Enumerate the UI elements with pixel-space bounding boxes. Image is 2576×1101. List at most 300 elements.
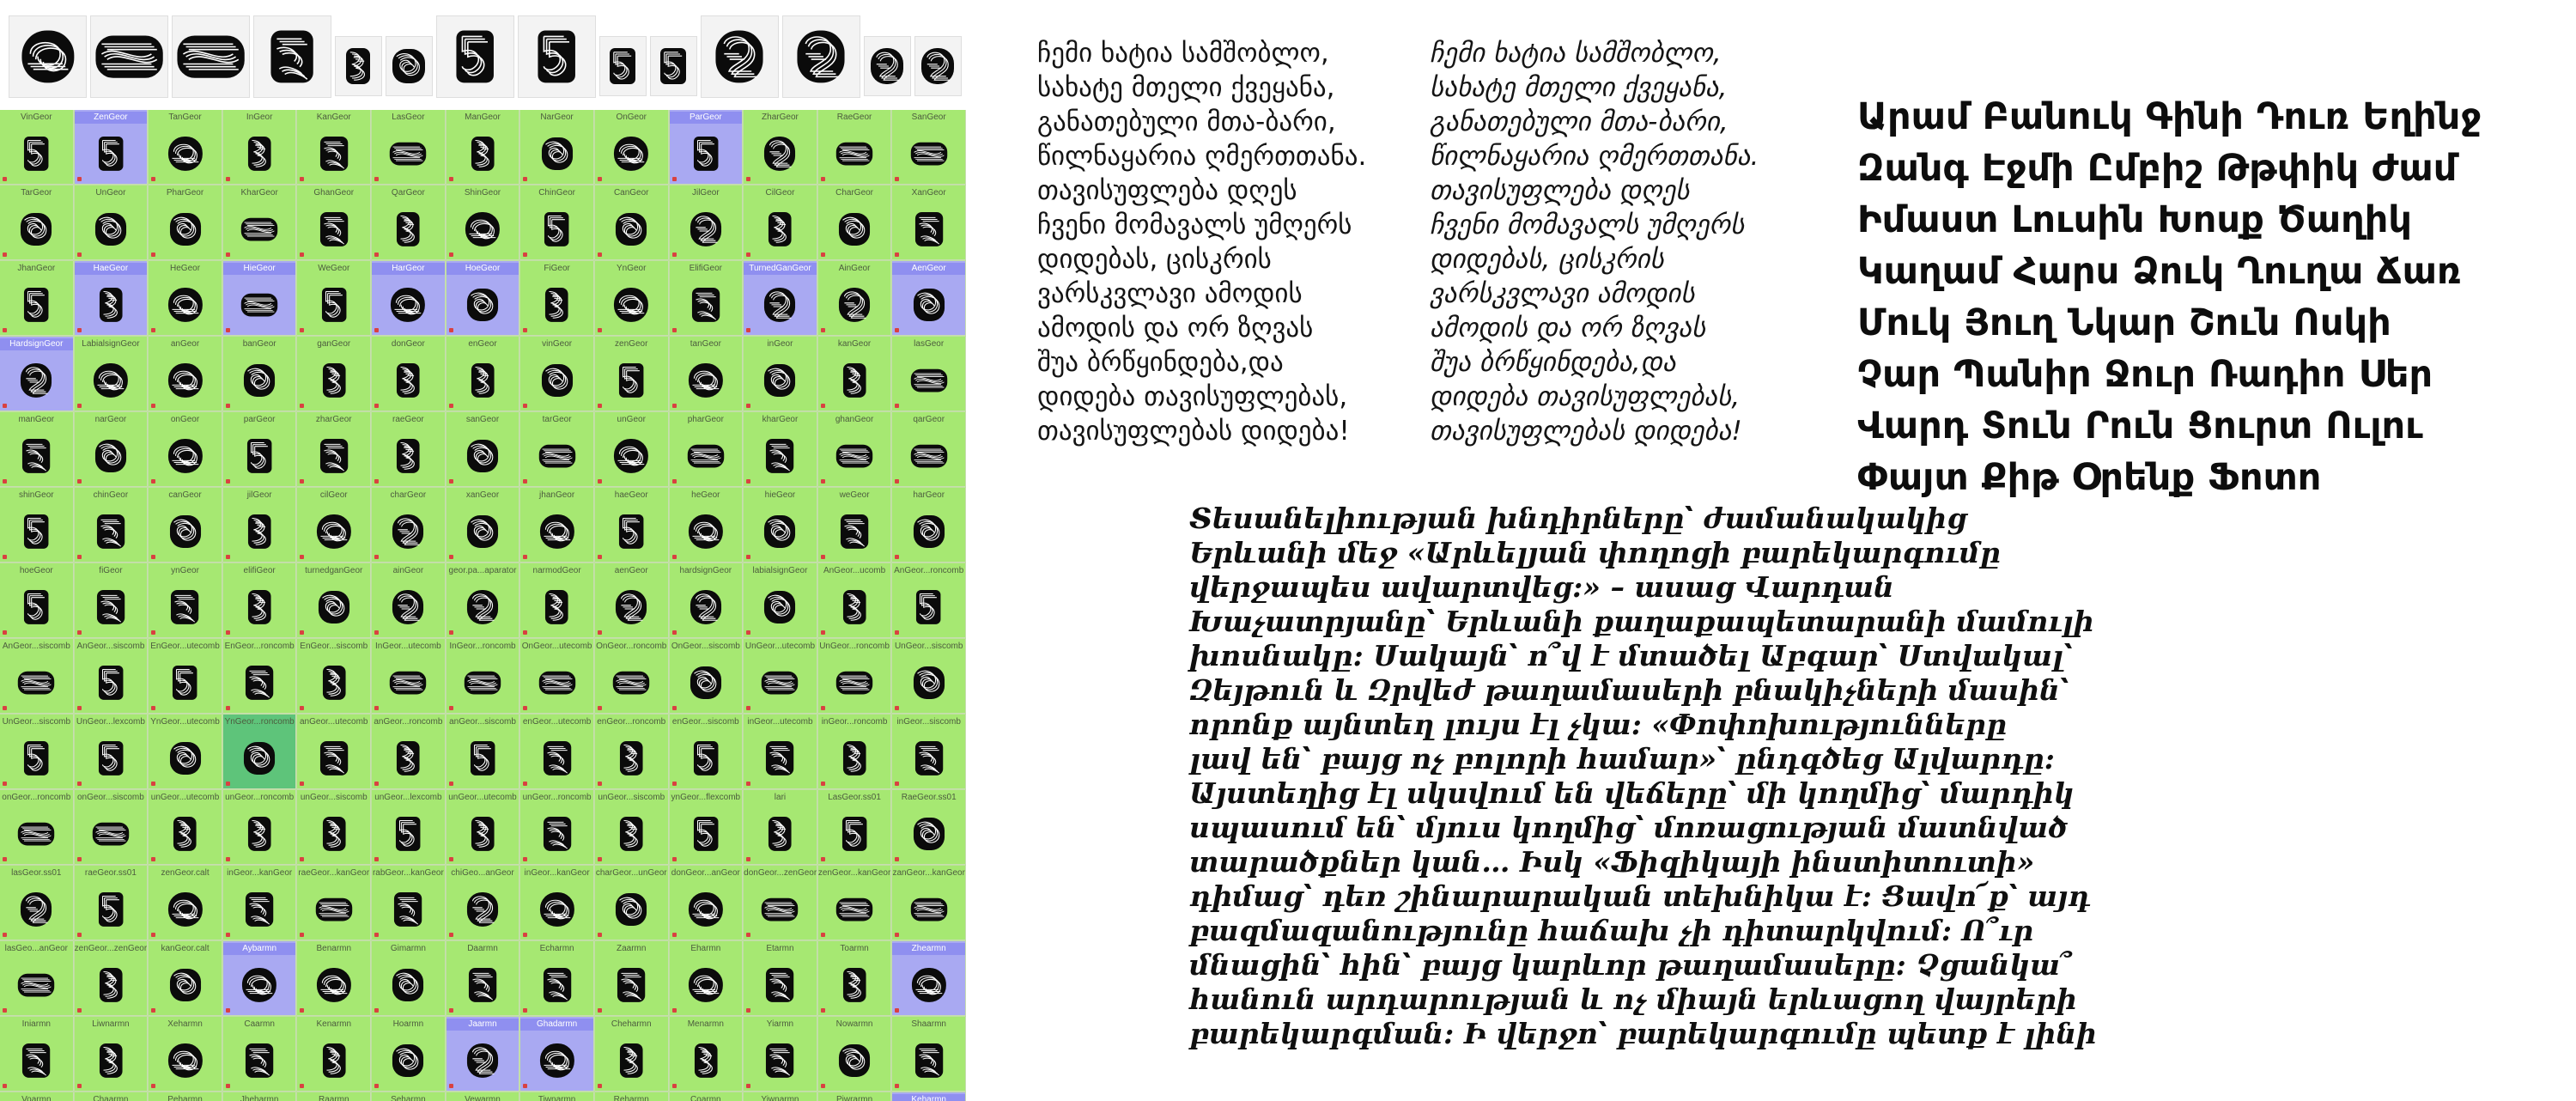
status-marker xyxy=(77,933,82,937)
glyph-icon xyxy=(94,439,127,473)
glyph-cell[interactable] xyxy=(520,186,594,260)
glyph-cell[interactable] xyxy=(297,1017,371,1092)
glyph-icon xyxy=(544,211,569,247)
glyph-name-label: tanGeor xyxy=(690,339,721,349)
glyph-cell[interactable] xyxy=(223,1092,297,1101)
glyph-preview xyxy=(910,890,948,929)
status-marker xyxy=(895,555,899,559)
glyph-cell[interactable] xyxy=(595,1017,669,1092)
glyph-cell[interactable] xyxy=(520,488,594,563)
glyph-cell[interactable] xyxy=(818,337,892,411)
status-marker xyxy=(151,706,155,710)
glyph-cell[interactable] xyxy=(447,639,520,714)
glyph-preview xyxy=(910,814,948,854)
glyph-name-label: unGeor...lexcomb xyxy=(374,793,442,802)
glyph-preview xyxy=(315,1041,353,1080)
glyph-cell[interactable] xyxy=(297,790,371,865)
glyph-preview xyxy=(910,361,948,400)
glyph-cell[interactable] xyxy=(149,261,222,336)
glyph-name-label: kanGeor.calt xyxy=(161,944,210,953)
glyph-icon xyxy=(539,514,575,550)
glyph-name-label: unGeor...utecomb xyxy=(150,793,220,802)
glyph-cell[interactable] xyxy=(744,866,817,940)
glyph-cell[interactable] xyxy=(520,941,594,1016)
glyph-cell[interactable] xyxy=(744,412,817,487)
glyph-cell[interactable] xyxy=(892,563,966,638)
glyph-cell[interactable] xyxy=(447,110,520,185)
glyph-cell[interactable] xyxy=(670,412,744,487)
glyph-cell[interactable] xyxy=(372,110,446,185)
glyph-cell[interactable] xyxy=(75,186,149,260)
glyph-icon xyxy=(618,362,644,398)
glyph-cell[interactable] xyxy=(223,110,297,185)
glyph-cell[interactable] xyxy=(149,488,222,563)
glyph-cell[interactable] xyxy=(670,715,744,789)
glyph-cell[interactable] xyxy=(595,337,669,411)
glyph-cell[interactable] xyxy=(744,941,817,1016)
glyph-name-label: CanGeor xyxy=(613,188,649,198)
glyph-cell[interactable] xyxy=(744,1017,817,1092)
glyph-cell[interactable] xyxy=(223,186,297,260)
glyph-cell[interactable] xyxy=(818,1092,892,1101)
glyph-cell[interactable] xyxy=(520,110,594,185)
glyph-name-label: Piwrarmn xyxy=(835,1095,873,1101)
glyph-cell[interactable] xyxy=(670,261,744,336)
glyph-cell[interactable] xyxy=(149,1017,222,1092)
glyph-name-label: labialsignGeor xyxy=(752,566,808,575)
glyph-cell[interactable] xyxy=(595,412,669,487)
glyph-cell[interactable] xyxy=(744,261,817,336)
glyph-preview xyxy=(17,814,55,854)
glyph-name-label: Hoarmn xyxy=(392,1019,424,1029)
glyph-preview xyxy=(240,361,278,400)
glyph-cell[interactable] xyxy=(595,1092,669,1101)
glyph-cell[interactable] xyxy=(0,110,74,185)
glyph-preview xyxy=(464,663,501,703)
glyph-name-label: vinGeor xyxy=(542,339,573,349)
glyph-icon xyxy=(92,819,130,849)
glyph-preview xyxy=(167,436,204,476)
glyph-cell[interactable] xyxy=(670,866,744,940)
glyph-preview xyxy=(17,1041,55,1080)
glyph-cell[interactable] xyxy=(595,715,669,789)
glyph-cell[interactable] xyxy=(297,110,371,185)
glyph-preview xyxy=(761,663,799,703)
glyph-cell[interactable] xyxy=(744,639,817,714)
glyph-cell[interactable] xyxy=(818,563,892,638)
glyph-cell[interactable] xyxy=(892,337,966,411)
glyph-name-label: charGeor xyxy=(390,490,427,500)
glyph-cell[interactable] xyxy=(297,1092,371,1101)
glyph-name-label: Gimarmn xyxy=(390,944,426,953)
glyph-preview xyxy=(835,587,873,627)
glyph-name-label: kanGeor xyxy=(837,339,872,349)
glyph-name-label: shinGeor xyxy=(19,490,54,500)
glyph-icon xyxy=(471,136,495,172)
glyph-preview xyxy=(538,814,576,854)
glyph-cell[interactable] xyxy=(149,790,222,865)
glyph-cell[interactable] xyxy=(372,563,446,638)
glyph-cell[interactable] xyxy=(892,941,966,1016)
glyph-cell[interactable] xyxy=(818,866,892,940)
glyph-icon xyxy=(389,668,427,697)
glyph-cell[interactable] xyxy=(744,1092,817,1101)
glyph-cell[interactable] xyxy=(223,639,297,714)
glyph-preview xyxy=(92,814,130,854)
glyph-cell[interactable] xyxy=(520,715,594,789)
glyph-preview xyxy=(761,965,799,1005)
glyph-cell[interactable] xyxy=(892,866,966,940)
glyph-cell[interactable] xyxy=(75,261,149,336)
glyph-cell[interactable] xyxy=(595,186,669,260)
glyph-cell[interactable] xyxy=(744,563,817,638)
glyph-cell[interactable] xyxy=(520,639,594,714)
glyph-name-label: HoeGeor xyxy=(447,263,519,275)
glyph-cell[interactable] xyxy=(818,790,892,865)
glyph-cell[interactable] xyxy=(0,488,74,563)
glyph-cell[interactable] xyxy=(520,1017,594,1092)
glyph-cell[interactable] xyxy=(372,412,446,487)
preview-glyph-icon xyxy=(537,29,576,84)
glyph-cell[interactable] xyxy=(892,639,966,714)
glyph-cell[interactable] xyxy=(223,1017,297,1092)
glyph-cell[interactable] xyxy=(372,488,446,563)
glyph-cell[interactable] xyxy=(0,563,74,638)
status-marker xyxy=(821,404,825,408)
glyph-cell[interactable] xyxy=(447,715,520,789)
glyph-icon xyxy=(615,892,647,927)
glyph-icon xyxy=(619,740,644,776)
glyph-cell[interactable] xyxy=(75,337,149,411)
glyph-cell[interactable] xyxy=(372,941,446,1016)
glyph-cell[interactable] xyxy=(149,941,222,1016)
glyph-name-label: heGeor xyxy=(691,490,720,500)
glyph-cell[interactable] xyxy=(818,186,892,260)
glyph-cell[interactable] xyxy=(670,337,744,411)
glyph-cell[interactable] xyxy=(818,261,892,336)
glyph-cell[interactable] xyxy=(595,639,669,714)
glyph-icon xyxy=(910,441,948,471)
glyph-name-label: UnGeor...utecomb xyxy=(744,642,816,651)
glyph-cell[interactable] xyxy=(447,488,520,563)
glyph-cell[interactable] xyxy=(744,790,817,865)
glyph-cell[interactable] xyxy=(595,941,669,1016)
glyph-preview xyxy=(167,134,204,173)
glyph-cell[interactable] xyxy=(595,563,669,638)
glyph-cell[interactable] xyxy=(149,1092,222,1101)
glyph-preview xyxy=(687,1041,725,1080)
glyph-icon xyxy=(390,287,426,323)
glyph-cell[interactable] xyxy=(0,639,74,714)
glyph-cell[interactable] xyxy=(520,1092,594,1101)
glyph-cell[interactable] xyxy=(75,790,149,865)
glyph-cell[interactable] xyxy=(0,261,74,336)
glyph-cell[interactable] xyxy=(297,563,371,638)
status-marker xyxy=(449,1008,453,1013)
glyph-cell[interactable] xyxy=(372,866,446,940)
glyph-cell[interactable] xyxy=(372,1092,446,1101)
status-marker xyxy=(374,555,379,559)
glyph-cell[interactable] xyxy=(149,639,222,714)
glyph-cell[interactable] xyxy=(149,715,222,789)
glyph-icon xyxy=(838,212,871,246)
glyph-name-label: lasGeor xyxy=(914,339,945,349)
glyph-name-label: inGeor...kanGeor xyxy=(524,868,590,878)
status-marker xyxy=(151,555,155,559)
glyph-cell[interactable] xyxy=(297,715,371,789)
glyph-cell[interactable] xyxy=(744,110,817,185)
glyph-cell[interactable] xyxy=(744,186,817,260)
glyph-cell[interactable] xyxy=(520,261,594,336)
glyph-cell[interactable] xyxy=(0,790,74,865)
glyph-cell[interactable] xyxy=(818,1017,892,1092)
glyph-cell[interactable] xyxy=(892,412,966,487)
glyph-cell[interactable] xyxy=(744,488,817,563)
glyph-cell[interactable] xyxy=(75,941,149,1016)
glyph-name-label: GhanGeor xyxy=(313,188,355,198)
glyph-preview xyxy=(240,210,278,249)
glyph-cell[interactable] xyxy=(297,941,371,1016)
glyph-cell[interactable] xyxy=(0,337,74,411)
glyph-preview xyxy=(761,436,799,476)
glyph-name-label: SanGeor xyxy=(911,113,946,122)
glyph-cell[interactable] xyxy=(818,412,892,487)
glyph-name-label: AnGeor...siscomb xyxy=(2,642,70,651)
glyph-cell[interactable] xyxy=(75,866,149,940)
glyph-name-label: lasGeo...anGeor xyxy=(4,944,68,953)
glyph-cell[interactable] xyxy=(149,563,222,638)
glyph-icon xyxy=(392,514,424,550)
status-marker xyxy=(746,555,750,559)
glyph-cell[interactable] xyxy=(818,488,892,563)
glyph-cell[interactable] xyxy=(892,186,966,260)
glyph-cell[interactable] xyxy=(0,1017,74,1092)
glyph-cell[interactable] xyxy=(670,110,744,185)
glyph-preview xyxy=(910,663,948,703)
glyph-cell[interactable] xyxy=(447,941,520,1016)
glyph-cell[interactable] xyxy=(892,261,966,336)
status-marker xyxy=(895,1008,899,1013)
glyph-cell[interactable] xyxy=(595,110,669,185)
glyph-cell[interactable] xyxy=(297,866,371,940)
glyph-cell[interactable] xyxy=(75,1092,149,1101)
glyph-cell[interactable] xyxy=(892,1092,966,1101)
glyph-preview xyxy=(464,965,501,1005)
preview-glyph-icon xyxy=(796,29,846,84)
glyph-cell[interactable] xyxy=(818,941,892,1016)
glyph-preview xyxy=(538,663,576,703)
glyph-cell[interactable] xyxy=(372,186,446,260)
glyph-cell[interactable] xyxy=(149,110,222,185)
status-marker xyxy=(821,177,825,181)
glyph-cell[interactable] xyxy=(149,866,222,940)
glyph-cell[interactable] xyxy=(297,488,371,563)
glyph-cell[interactable] xyxy=(297,186,371,260)
glyph-cell[interactable] xyxy=(75,110,149,185)
glyph-cell[interactable] xyxy=(670,488,744,563)
status-marker xyxy=(821,630,825,635)
glyph-cell[interactable] xyxy=(372,715,446,789)
glyph-name-label: ynGeor xyxy=(171,566,199,575)
status-marker xyxy=(449,782,453,786)
glyph-cell[interactable] xyxy=(447,412,520,487)
glyph-cell[interactable] xyxy=(447,337,520,411)
glyph-icon xyxy=(913,514,945,549)
glyph-icon xyxy=(322,362,347,398)
glyph-cell[interactable] xyxy=(297,337,371,411)
glyph-cell[interactable] xyxy=(447,261,520,336)
glyph-icon xyxy=(910,895,948,924)
glyph-cell[interactable] xyxy=(0,715,74,789)
glyph-cell[interactable] xyxy=(149,186,222,260)
glyph-name-label: hieGeor xyxy=(764,490,796,500)
glyph-preview xyxy=(687,361,725,400)
glyph-cell[interactable] xyxy=(892,110,966,185)
glyph-icon xyxy=(23,136,49,172)
glyph-cell[interactable] xyxy=(520,337,594,411)
status-marker xyxy=(449,857,453,861)
status-marker xyxy=(672,933,677,937)
glyph-cell[interactable] xyxy=(223,790,297,865)
glyph-cell[interactable] xyxy=(297,261,371,336)
glyph-cell[interactable] xyxy=(595,261,669,336)
glyph-cell[interactable] xyxy=(595,866,669,940)
glyph-cell[interactable] xyxy=(447,866,520,940)
glyph-name-label: Keharmn xyxy=(892,1094,965,1101)
glyph-cell[interactable] xyxy=(75,1017,149,1092)
glyph-icon xyxy=(395,816,421,852)
glyph-cell[interactable] xyxy=(892,790,966,865)
glyph-cell[interactable] xyxy=(223,941,297,1016)
status-marker xyxy=(226,933,230,937)
glyph-cell[interactable] xyxy=(372,639,446,714)
glyph-cell[interactable] xyxy=(223,412,297,487)
glyph-cell[interactable] xyxy=(223,866,297,940)
glyph-cell[interactable] xyxy=(447,1092,520,1101)
glyph-cell[interactable] xyxy=(744,715,817,789)
glyph-preview xyxy=(835,512,873,551)
glyph-preview xyxy=(167,663,204,703)
glyph-cell[interactable] xyxy=(372,337,446,411)
glyph-cell[interactable] xyxy=(0,412,74,487)
glyph-cell[interactable] xyxy=(520,412,594,487)
glyph-preview xyxy=(910,739,948,778)
glyph-cell[interactable] xyxy=(670,1017,744,1092)
glyph-name-label: Coarmn xyxy=(690,1095,721,1101)
glyph-cell[interactable] xyxy=(818,110,892,185)
glyph-preview xyxy=(167,739,204,778)
status-marker xyxy=(77,177,82,181)
glyph-cell[interactable] xyxy=(223,715,297,789)
glyph-name-label: InGeor...roncomb xyxy=(449,642,516,651)
glyph-name-label: Raarmn xyxy=(318,1095,349,1101)
glyph-cell[interactable] xyxy=(744,337,817,411)
glyph-name-label: NarGeor xyxy=(540,113,574,122)
glyph-preview xyxy=(612,965,650,1005)
glyph-preview xyxy=(835,285,873,325)
glyph-cell[interactable] xyxy=(372,1017,446,1092)
glyph-cell[interactable] xyxy=(670,186,744,260)
status-marker xyxy=(151,782,155,786)
glyph-cell[interactable] xyxy=(670,563,744,638)
glyph-cell[interactable] xyxy=(223,261,297,336)
glyph-name-label: XanGeor xyxy=(911,188,946,198)
glyph-icon xyxy=(694,1043,719,1079)
glyph-icon xyxy=(541,137,574,171)
glyph-cell[interactable] xyxy=(75,488,149,563)
glyph-cell[interactable] xyxy=(892,715,966,789)
glyph-cell[interactable] xyxy=(447,790,520,865)
preview-tile xyxy=(650,36,697,96)
glyph-preview xyxy=(910,587,948,627)
glyph-icon xyxy=(466,1043,499,1079)
glyph-name-label: raeGeor.ss01 xyxy=(84,868,137,878)
glyph-preview xyxy=(315,285,353,325)
glyph-preview xyxy=(315,739,353,778)
status-marker xyxy=(895,328,899,332)
glyph-cell[interactable] xyxy=(372,261,446,336)
glyph-cell[interactable] xyxy=(223,563,297,638)
glyph-cell[interactable] xyxy=(297,412,371,487)
glyph-preview xyxy=(910,965,948,1005)
glyph-preview xyxy=(538,134,576,173)
glyph-cell[interactable] xyxy=(0,1092,74,1101)
glyph-cell[interactable] xyxy=(447,563,520,638)
glyph-name-label: elifiGeor xyxy=(243,566,276,575)
glyph-cell[interactable] xyxy=(892,1017,966,1092)
glyph-cell[interactable] xyxy=(297,639,371,714)
glyph-cell[interactable] xyxy=(818,639,892,714)
glyph-cell[interactable] xyxy=(447,186,520,260)
glyph-cell[interactable] xyxy=(447,1017,520,1092)
glyph-cell[interactable] xyxy=(75,563,149,638)
glyph-cell[interactable] xyxy=(818,715,892,789)
glyph-cell[interactable] xyxy=(75,639,149,714)
glyph-cell[interactable] xyxy=(520,563,594,638)
glyph-cell[interactable] xyxy=(670,941,744,1016)
glyph-cell[interactable] xyxy=(520,790,594,865)
glyph-name-label: Zhearmn xyxy=(892,943,965,955)
glyph-cell[interactable] xyxy=(223,488,297,563)
glyph-name-label: qarGeor xyxy=(913,415,945,424)
glyph-cell[interactable] xyxy=(520,866,594,940)
glyph-cell[interactable] xyxy=(149,412,222,487)
glyph-preview xyxy=(835,1041,873,1080)
glyph-name-label: Seharmn xyxy=(391,1095,426,1101)
glyph-cell[interactable] xyxy=(75,715,149,789)
glyph-preview xyxy=(761,587,799,627)
glyph-cell[interactable] xyxy=(670,639,744,714)
glyph-name-label: InGeor xyxy=(246,113,273,122)
glyph-cell[interactable] xyxy=(223,337,297,411)
glyph-cell[interactable] xyxy=(670,790,744,865)
status-marker xyxy=(374,404,379,408)
glyph-cell[interactable] xyxy=(595,790,669,865)
glyph-cell[interactable] xyxy=(0,941,74,1016)
glyph-cell[interactable] xyxy=(595,488,669,563)
glyph-cell[interactable] xyxy=(0,186,74,260)
glyph-cell[interactable] xyxy=(372,790,446,865)
glyph-cell[interactable] xyxy=(892,488,966,563)
glyph-cell[interactable] xyxy=(0,866,74,940)
glyph-name-label: Zaarmn xyxy=(617,944,647,953)
glyph-cell[interactable] xyxy=(75,412,149,487)
status-marker xyxy=(374,479,379,484)
glyph-cell[interactable] xyxy=(149,337,222,411)
status-marker xyxy=(672,1008,677,1013)
glyph-name-label: unGeor...siscomb xyxy=(300,793,368,802)
glyph-cell[interactable] xyxy=(670,1092,744,1101)
